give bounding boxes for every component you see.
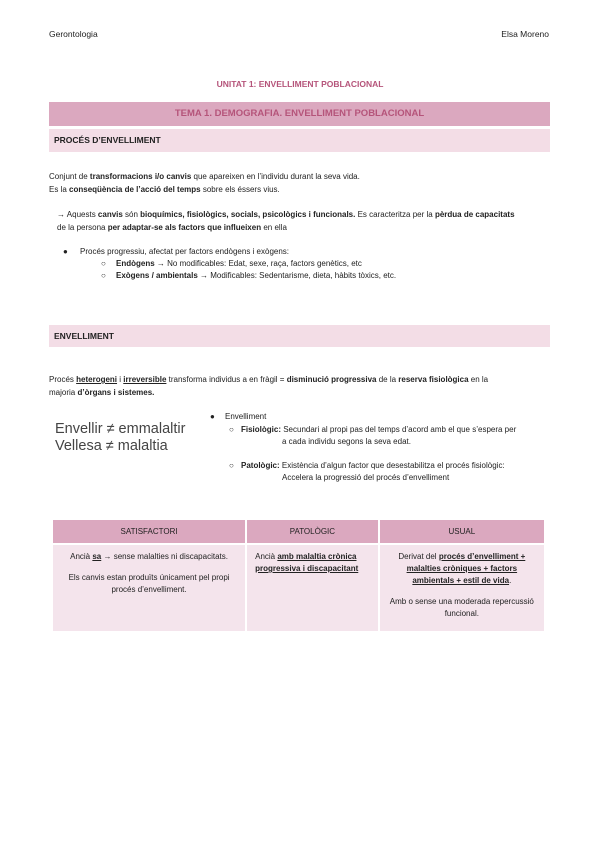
- pathological-item: Patològic: Existència d’algun factor que desestabilitza el procés fisiològic:: [241, 461, 505, 470]
- big-statement-2: Vellesa ≠ malaltia: [55, 438, 168, 454]
- circle-bullet-icon: ○: [101, 271, 106, 280]
- pathological-item-cont: Accelera la progressió del procés d’envelliment: [282, 473, 450, 482]
- section-heading-proces: PROCÉS D’ENVELLIMENT: [49, 129, 550, 152]
- table-cell-patologic: Ancià amb malaltia crònica progressiva i discapacitant: [246, 544, 379, 632]
- section-heading-envelliment: ENVELLIMENT: [49, 325, 550, 347]
- definition-line-2: Es la conseqüència de l’acció del temps sobre els éssers vius.: [49, 185, 280, 194]
- circle-bullet-icon: ○: [101, 259, 106, 268]
- table-cell-usual: Derivat del procés d’envelliment + malalties cròniques + factors ambientals + estil de vida. Amb o sense una moderada repercussió funcional.: [379, 544, 545, 632]
- table-header: SATISFACTORI: [52, 520, 246, 544]
- circle-bullet-icon: ○: [229, 461, 234, 470]
- aging-types-table: [51, 520, 546, 633]
- table-header: USUAL: [379, 520, 545, 544]
- aging-bullet: Envelliment: [225, 412, 267, 421]
- unit-title: UNITAT 1: ENVELLIMENT POBLACIONAL: [216, 79, 384, 89]
- physiological-item-cont: a cada individu segons la seva edat.: [282, 437, 411, 446]
- big-statement-1: Envellir ≠ emmalaltir: [55, 421, 186, 437]
- circle-bullet-icon: ○: [229, 425, 234, 434]
- table-cell-satisfactori: Ancià sa → sense malalties ni discapacitats. Els canvis estan produïts únicament pel propi procés d’envelliment.: [52, 544, 246, 632]
- bullet-dot-icon: ●: [210, 412, 215, 421]
- aging-definition-paragraph: Procés heterogeni i irreversible transforma individus a en fràgil = disminució progressiva de la reserva fisiològica en la majoria d’òrgans i sistemes.: [49, 375, 489, 397]
- table-header: PATOLÒGIC: [246, 520, 379, 544]
- changes-arrow-paragraph: → Aquests canvis són bioquímics, fisiològics, socials, psicològics i funcionals. Es caracteritza per la pèrdua de capacitats de la persona per adaptar-se als factors que influeixen en ella: [57, 210, 515, 232]
- endogenous-item: Endògens → No modificables: Edat, sexe, raça, factors genètics, etc: [116, 259, 362, 268]
- definition-line-1: Conjunt de transformacions i/o canvis que apareixen en l’individu durant la seva vida.: [49, 172, 360, 181]
- bullet-dot-icon: ●: [63, 247, 68, 256]
- exogenous-item: Exògens / ambientals → Modificables: Sedentarisme, dieta, hàbits tòxics, etc.: [116, 271, 397, 280]
- physiological-item: Fisiològic: Secundari al propi pas del temps d’acord amb el que s’espera per: [241, 425, 517, 434]
- topic-title: TEMA 1. DEMOGRAFIA. ENVELLIMENT POBLACIONAL: [49, 102, 550, 126]
- header-author: Elsa Moreno: [501, 29, 549, 39]
- process-bullet: Procés progressiu, afectat per factors endògens i exògens:: [80, 247, 290, 256]
- header-subject: Gerontologia: [49, 29, 98, 39]
